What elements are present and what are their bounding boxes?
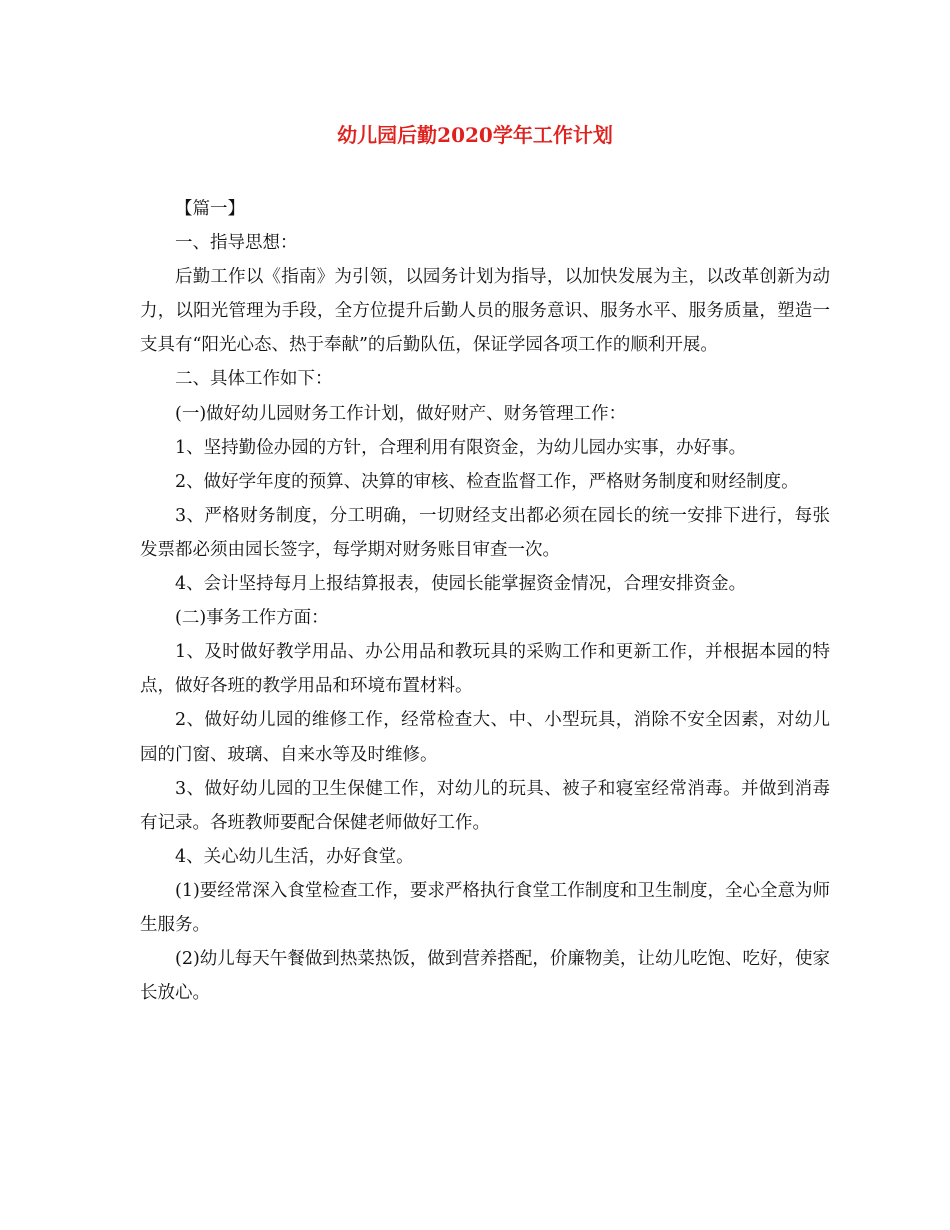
- paragraph-heading-specific-work: 二、具体工作如下：: [175, 369, 333, 390]
- paragraph: 3、做好幼儿园的卫生保健工作，对幼儿的玩具、被子和寝室经常消毒。并做到消毒有记录。各班教师要配合保健老师做好工作。: [140, 778, 830, 833]
- paragraph-subheading-finance: (一)做好幼儿园财务工作计划，做好财产、财务管理工作：: [175, 403, 627, 424]
- paragraph-subheading-affairs: (二)事务工作方面：: [175, 608, 329, 629]
- document-body: [140, 192, 830, 1010]
- document-title: 幼儿园后勤2020学年工作计划: [337, 123, 613, 147]
- paragraph-section-label: 【篇一】: [175, 199, 245, 219]
- paragraph: 2、做好学年度的预算、决算的审核、检查监督工作，严格财务制度和财经制度。: [175, 471, 799, 492]
- paragraph: 4、关心幼儿生活，办好食堂。: [175, 846, 414, 867]
- paragraph: 4、会计坚持每月上报结算报表，使园长能掌握资金情况，合理安排资金。: [175, 574, 747, 595]
- paragraph: 1、坚持勤俭办园的方针，合理利用有限资金，为幼儿园办实事，办好事。: [175, 437, 747, 458]
- paragraph: 1、及时做好教学用品、办公用品和教玩具的采购工作和更新工作，并根据本园的特点，做好各班的教学用品和环境布置材料。: [140, 642, 830, 697]
- paragraph: 3、严格财务制度，分工明确，一切财经支出都必须在园长的统一安排下进行，每张发票都必须由园长签字，每学期对财务账目审查一次。: [140, 505, 830, 560]
- paragraph-heading-guiding-thought: 一、指导思想：: [175, 233, 298, 254]
- paragraph: (2)幼儿每天午餐做到热菜热饭，做到营养搭配，价廉物美，让幼儿吃饱、吃好，使家长放心。: [140, 949, 830, 1004]
- paragraph: 2、做好幼儿园的维修工作，经常检查大、中、小型玩具，消除不安全因素，对幼儿园的门窗、玻璃、自来水等及时维修。: [140, 710, 830, 765]
- paragraph: 后勤工作以《指南》为引领，以园务计划为指导，以加快发展为主，以改革创新为动力，以阳光管理为手段，全方位提升后勤人员的服务意识、服务水平、服务质量，塑造一支具有“阳光心态、热于奉献”的后勤队伍，保证学园各项工作的顺利开展。: [140, 267, 830, 356]
- paragraph: (1)要经常深入食堂检查工作，要求严格执行食堂工作制度和卫生制度，全心全意为师生服务。: [140, 880, 830, 935]
